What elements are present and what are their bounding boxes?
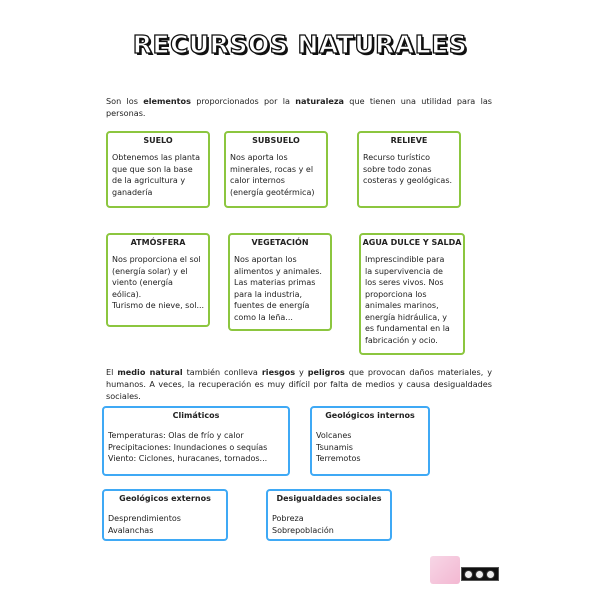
medio-text: El bbox=[106, 367, 118, 377]
medio-text: que provocan daños materiales, y humanos. A veces, la recuperación es muy difícil por falta de medios y causa desigualdades sociales. bbox=[106, 367, 493, 401]
risk-line: Terremotos bbox=[316, 454, 361, 463]
resource-heading: SUELO bbox=[143, 136, 173, 145]
resource-line: Nos aporta los bbox=[230, 153, 288, 162]
medio-paragraph bbox=[106, 366, 492, 402]
resource-line: Imprescindible para bbox=[365, 255, 445, 264]
resource-line: Nos aportan los bbox=[234, 255, 297, 264]
resource-line: Turismo de nieve, sol... bbox=[112, 301, 205, 310]
intro-text: que tienen una utilidad para las personas. bbox=[106, 96, 492, 118]
resource-line: sobre todo zonas bbox=[363, 164, 432, 174]
resource-line: animales marinos, bbox=[365, 301, 439, 310]
resource-line: los seres vivos. Nos bbox=[365, 278, 444, 287]
intro-paragraph bbox=[106, 95, 492, 119]
resource-line: alimentos y animales. bbox=[234, 266, 322, 276]
resource-line: (energía solar) y el bbox=[112, 266, 188, 276]
risk-card-geologicos-externos bbox=[102, 489, 228, 541]
medio-bold-peligros: peligros bbox=[307, 367, 345, 377]
resource-heading: ATMÓSFERA bbox=[130, 238, 186, 247]
resource-heading: VEGETACIÓN bbox=[251, 238, 309, 247]
intro-bold-elementos: elementos bbox=[143, 96, 191, 106]
risk-line: Pobreza bbox=[272, 514, 304, 523]
resource-card-subsuelo bbox=[224, 131, 328, 208]
risk-line: Sobrepoblación bbox=[272, 525, 334, 535]
page-title: RECURSOS NATURALES bbox=[132, 30, 468, 59]
resource-line: costeras y geológicas. bbox=[363, 176, 453, 185]
intro-bold-naturaleza: naturaleza bbox=[295, 96, 345, 106]
risk-heading: Geológicos internos bbox=[325, 411, 415, 420]
risk-line: Precipitaciones: Inundaciones o sequías bbox=[108, 442, 268, 452]
resource-line: de la agricultura y bbox=[112, 176, 186, 185]
risk-card-geologicos-internos bbox=[310, 406, 430, 476]
intro-text: Son los bbox=[106, 96, 144, 106]
cc-circle-icon bbox=[464, 570, 473, 579]
resource-line: Obtenemos las planta bbox=[112, 153, 200, 162]
resource-line: Las materias primas bbox=[234, 278, 316, 287]
resource-line: proporciona los bbox=[365, 289, 427, 299]
resource-line: calor internos bbox=[230, 176, 285, 185]
medio-text: y bbox=[295, 367, 308, 377]
medio-bold-medio-natural: medio natural bbox=[117, 367, 183, 377]
resource-card-vegetacion bbox=[228, 233, 332, 331]
risk-card-climaticos bbox=[102, 406, 290, 476]
medio-bold-riesgos: riesgos bbox=[261, 367, 296, 377]
risk-line: Viento: Ciclones, huracanes, tornados... bbox=[108, 454, 268, 463]
resource-card-suelo bbox=[106, 131, 210, 208]
risk-heading: Desigualdades sociales bbox=[276, 494, 382, 503]
resource-line: como la leña... bbox=[234, 312, 293, 322]
resource-line: (energía geotérmica) bbox=[230, 187, 315, 197]
resource-card-relieve bbox=[357, 131, 461, 208]
risk-heading: Geológicos externos bbox=[119, 494, 211, 503]
resource-heading: AGUA DULCE Y SALDA bbox=[362, 238, 462, 247]
medio-text: también conlleva bbox=[182, 367, 262, 377]
risk-line: Avalanchas bbox=[108, 525, 154, 535]
risk-heading: Climáticos bbox=[172, 411, 220, 420]
risk-line: Desprendimientos bbox=[108, 514, 181, 523]
risk-line: Volcanes bbox=[316, 431, 352, 440]
resource-line: la supervivencia de bbox=[365, 266, 443, 276]
creative-commons-icon bbox=[461, 567, 499, 581]
resource-heading: SUBSUELO bbox=[252, 136, 300, 145]
resource-card-agua bbox=[359, 233, 465, 355]
resource-line: Recurso turístico bbox=[363, 153, 431, 162]
resource-line: para la industria, bbox=[234, 289, 303, 299]
nc-circle-icon bbox=[486, 570, 495, 579]
resource-line: Nos proporciona el sol bbox=[112, 255, 201, 264]
resource-line: minerales, rocas y el bbox=[230, 164, 314, 174]
resource-line: energía hidráulica, y bbox=[365, 312, 448, 322]
resource-line: viento (energía bbox=[112, 278, 173, 287]
risk-line: Temperaturas: Olas de frío y calor bbox=[108, 431, 244, 440]
resource-line: es fundamental en la bbox=[365, 324, 450, 333]
author-logo-icon bbox=[430, 556, 460, 584]
intro-text: proporcionados por la bbox=[190, 96, 296, 106]
resource-card-atmosfera bbox=[106, 233, 210, 327]
resource-line: fuentes de energía bbox=[234, 301, 310, 310]
resource-line: eólica). bbox=[112, 289, 142, 299]
resource-heading: RELIEVE bbox=[390, 136, 428, 145]
resource-line: ganadería bbox=[112, 187, 153, 197]
resource-line: fabricación y ocio. bbox=[365, 335, 438, 345]
by-circle-icon bbox=[475, 570, 484, 579]
resource-line: que que son la base bbox=[112, 164, 193, 174]
risk-line: Tsunamis bbox=[316, 442, 353, 452]
risk-card-desigualdades-sociales bbox=[266, 489, 392, 541]
